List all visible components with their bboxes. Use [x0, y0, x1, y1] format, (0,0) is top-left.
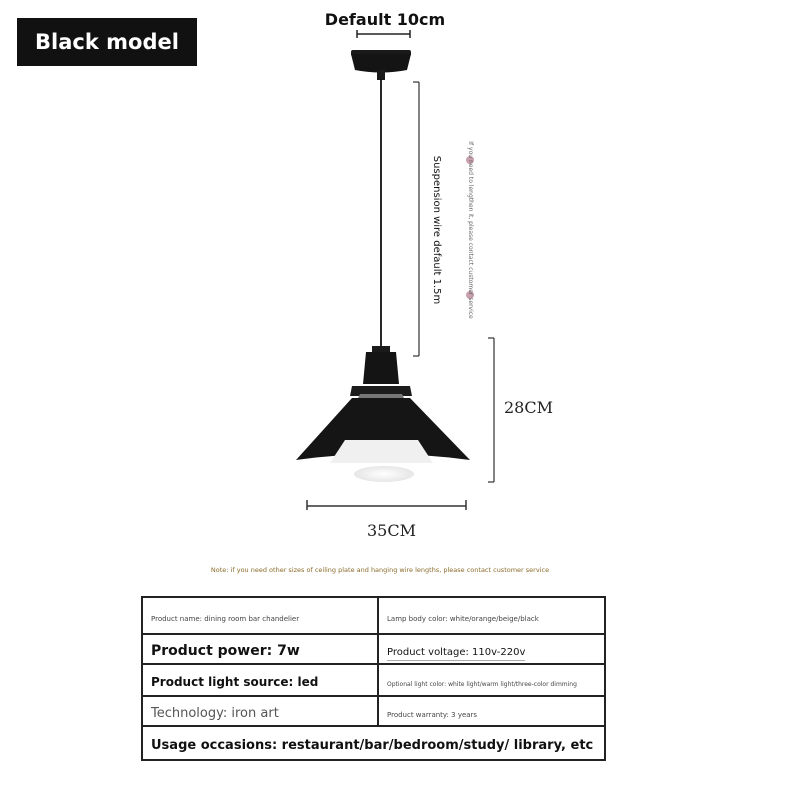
spec-row: [142, 634, 605, 664]
product-power: Product power: 7w: [151, 642, 300, 659]
width-dimension-bracket: [307, 500, 466, 510]
spec-cell: [142, 597, 378, 634]
customer-service-note: Note: if you need other sizes of ceiling plate and hanging wire lengths, please contact customer service: [210, 566, 550, 574]
width-label: 35CM: [367, 521, 416, 540]
spec-cell: [378, 634, 605, 664]
spec-cell: [378, 597, 605, 634]
wire-length-label-container: [416, 155, 456, 305]
technology: Technology: iron art: [151, 705, 279, 721]
spec-cell: [142, 726, 605, 760]
spec-table: [141, 596, 606, 761]
body-color: Lamp body color: white/orange/beige/black: [387, 615, 539, 623]
light-color: Optional light color: white light/warm light/three-color dimming: [387, 680, 577, 688]
wire-length-label: Suspension wire default 1.5m: [431, 155, 442, 305]
usage-occasions: Usage occasions: restaurant/bar/bedroom/study/ library, etc: [151, 737, 594, 753]
height-dimension-bracket: [488, 338, 494, 482]
spec-cell: [378, 664, 605, 696]
spec-row: [142, 726, 605, 760]
height-label: 28CM: [504, 398, 553, 417]
spec-cell: [142, 664, 378, 696]
pendant-lamp: [296, 346, 470, 482]
product-name: Product name: dining room bar chandelier: [151, 615, 300, 623]
light-source: Product light source: led: [151, 674, 319, 689]
side-note-container: [455, 141, 485, 319]
product-voltage: Product voltage: 110v-220v: [387, 647, 525, 661]
model-badge: Black model: [17, 18, 197, 66]
spec-cell: [142, 696, 378, 726]
ceiling-plate: [351, 50, 411, 80]
spec-row: [142, 696, 605, 726]
spec-row: [142, 597, 605, 634]
side-note: If you need to lengthen it, please contact customer service: [467, 141, 474, 319]
spec-row: [142, 664, 605, 696]
ceiling-plate-bracket: [357, 30, 410, 38]
spec-cell: [378, 696, 605, 726]
ceiling-plate-dimension-label: Default 10cm: [324, 10, 446, 29]
warranty: Product warranty: 3 years: [387, 710, 478, 719]
spec-cell: [142, 634, 378, 664]
